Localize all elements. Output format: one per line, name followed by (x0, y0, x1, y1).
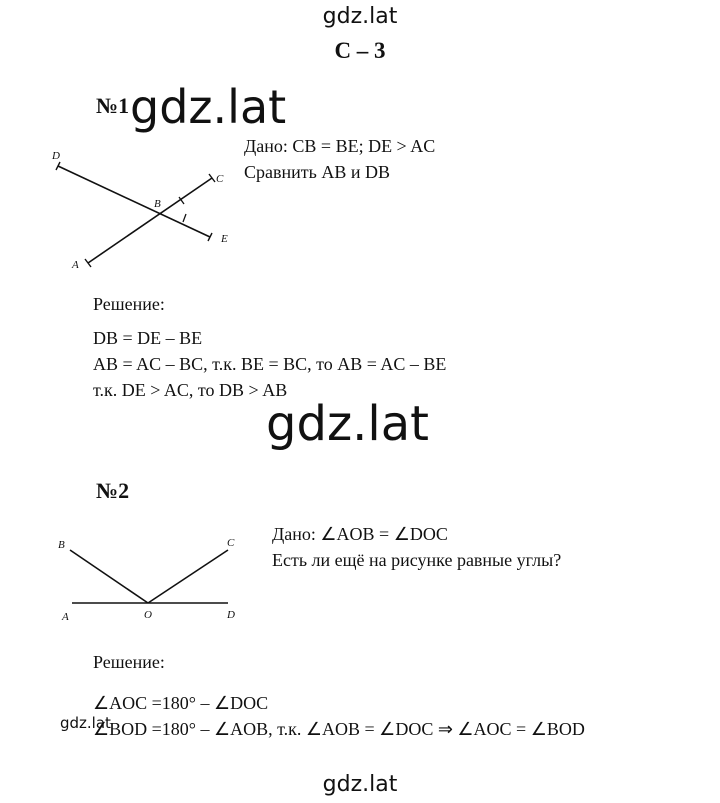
label-b: B (154, 198, 161, 210)
page-title: С – 3 (334, 38, 386, 63)
problem-1-solution-label: Решение: (93, 294, 165, 314)
label-a: A (62, 611, 69, 623)
problem-2-solution-line-1: ∠AOC =180° – ∠DOC (93, 693, 269, 713)
ray-oc (148, 550, 228, 603)
segment-de (58, 166, 210, 237)
watermark-small: gdz.lat (60, 714, 111, 732)
segment-ac (88, 178, 212, 263)
tick-c (209, 174, 215, 182)
tick-a (85, 259, 91, 267)
problem-1-task: Сравнить AB и DB (244, 162, 390, 182)
problem-1-figure (40, 145, 250, 275)
ray-ob (70, 550, 148, 603)
label-d: D (52, 150, 60, 162)
problem-1-solution-line-1: DB = DE – BE (93, 328, 203, 348)
problem-2-task: Есть ли ещё на рисунке равные углы? (272, 550, 562, 570)
watermark-bottom: gdz.lat (322, 772, 398, 797)
equal-mark-be (183, 214, 186, 222)
problem-2-solution-line-2: ∠BOD =180° – ∠AOB, т.к. ∠AOB = ∠DOC ⇒ ∠AOC = ∠BOD (93, 719, 585, 739)
problem-2-solution-label: Решение: (93, 652, 165, 672)
problem-2-number: №2 (96, 478, 130, 503)
label-e: E (221, 233, 228, 245)
label-c: C (216, 173, 224, 185)
label-o: O (144, 609, 152, 621)
watermark-large-2: gdz.lat (266, 396, 429, 452)
problem-2-given: Дано: ∠AOB = ∠DOC (272, 524, 448, 544)
problem-1-solution-line-3: т.к. DE > AC, то DB > AB (93, 380, 288, 400)
label-a: A (72, 259, 79, 271)
problem-2-figure (50, 530, 250, 630)
problem-1-given: Дано: CB = BE; DE > AC (244, 136, 436, 156)
problem-1-solution-line-2: AB = AC – BC, т.к. BE = BC, то AB = AC – BE (93, 354, 447, 374)
label-d: D (227, 609, 235, 621)
label-b: B (58, 539, 65, 551)
watermark-top: gdz.lat (322, 4, 398, 29)
label-c: C (227, 537, 235, 549)
problem-1-number: №1 (96, 93, 130, 118)
watermark-large-1: gdz.lat (130, 80, 287, 134)
